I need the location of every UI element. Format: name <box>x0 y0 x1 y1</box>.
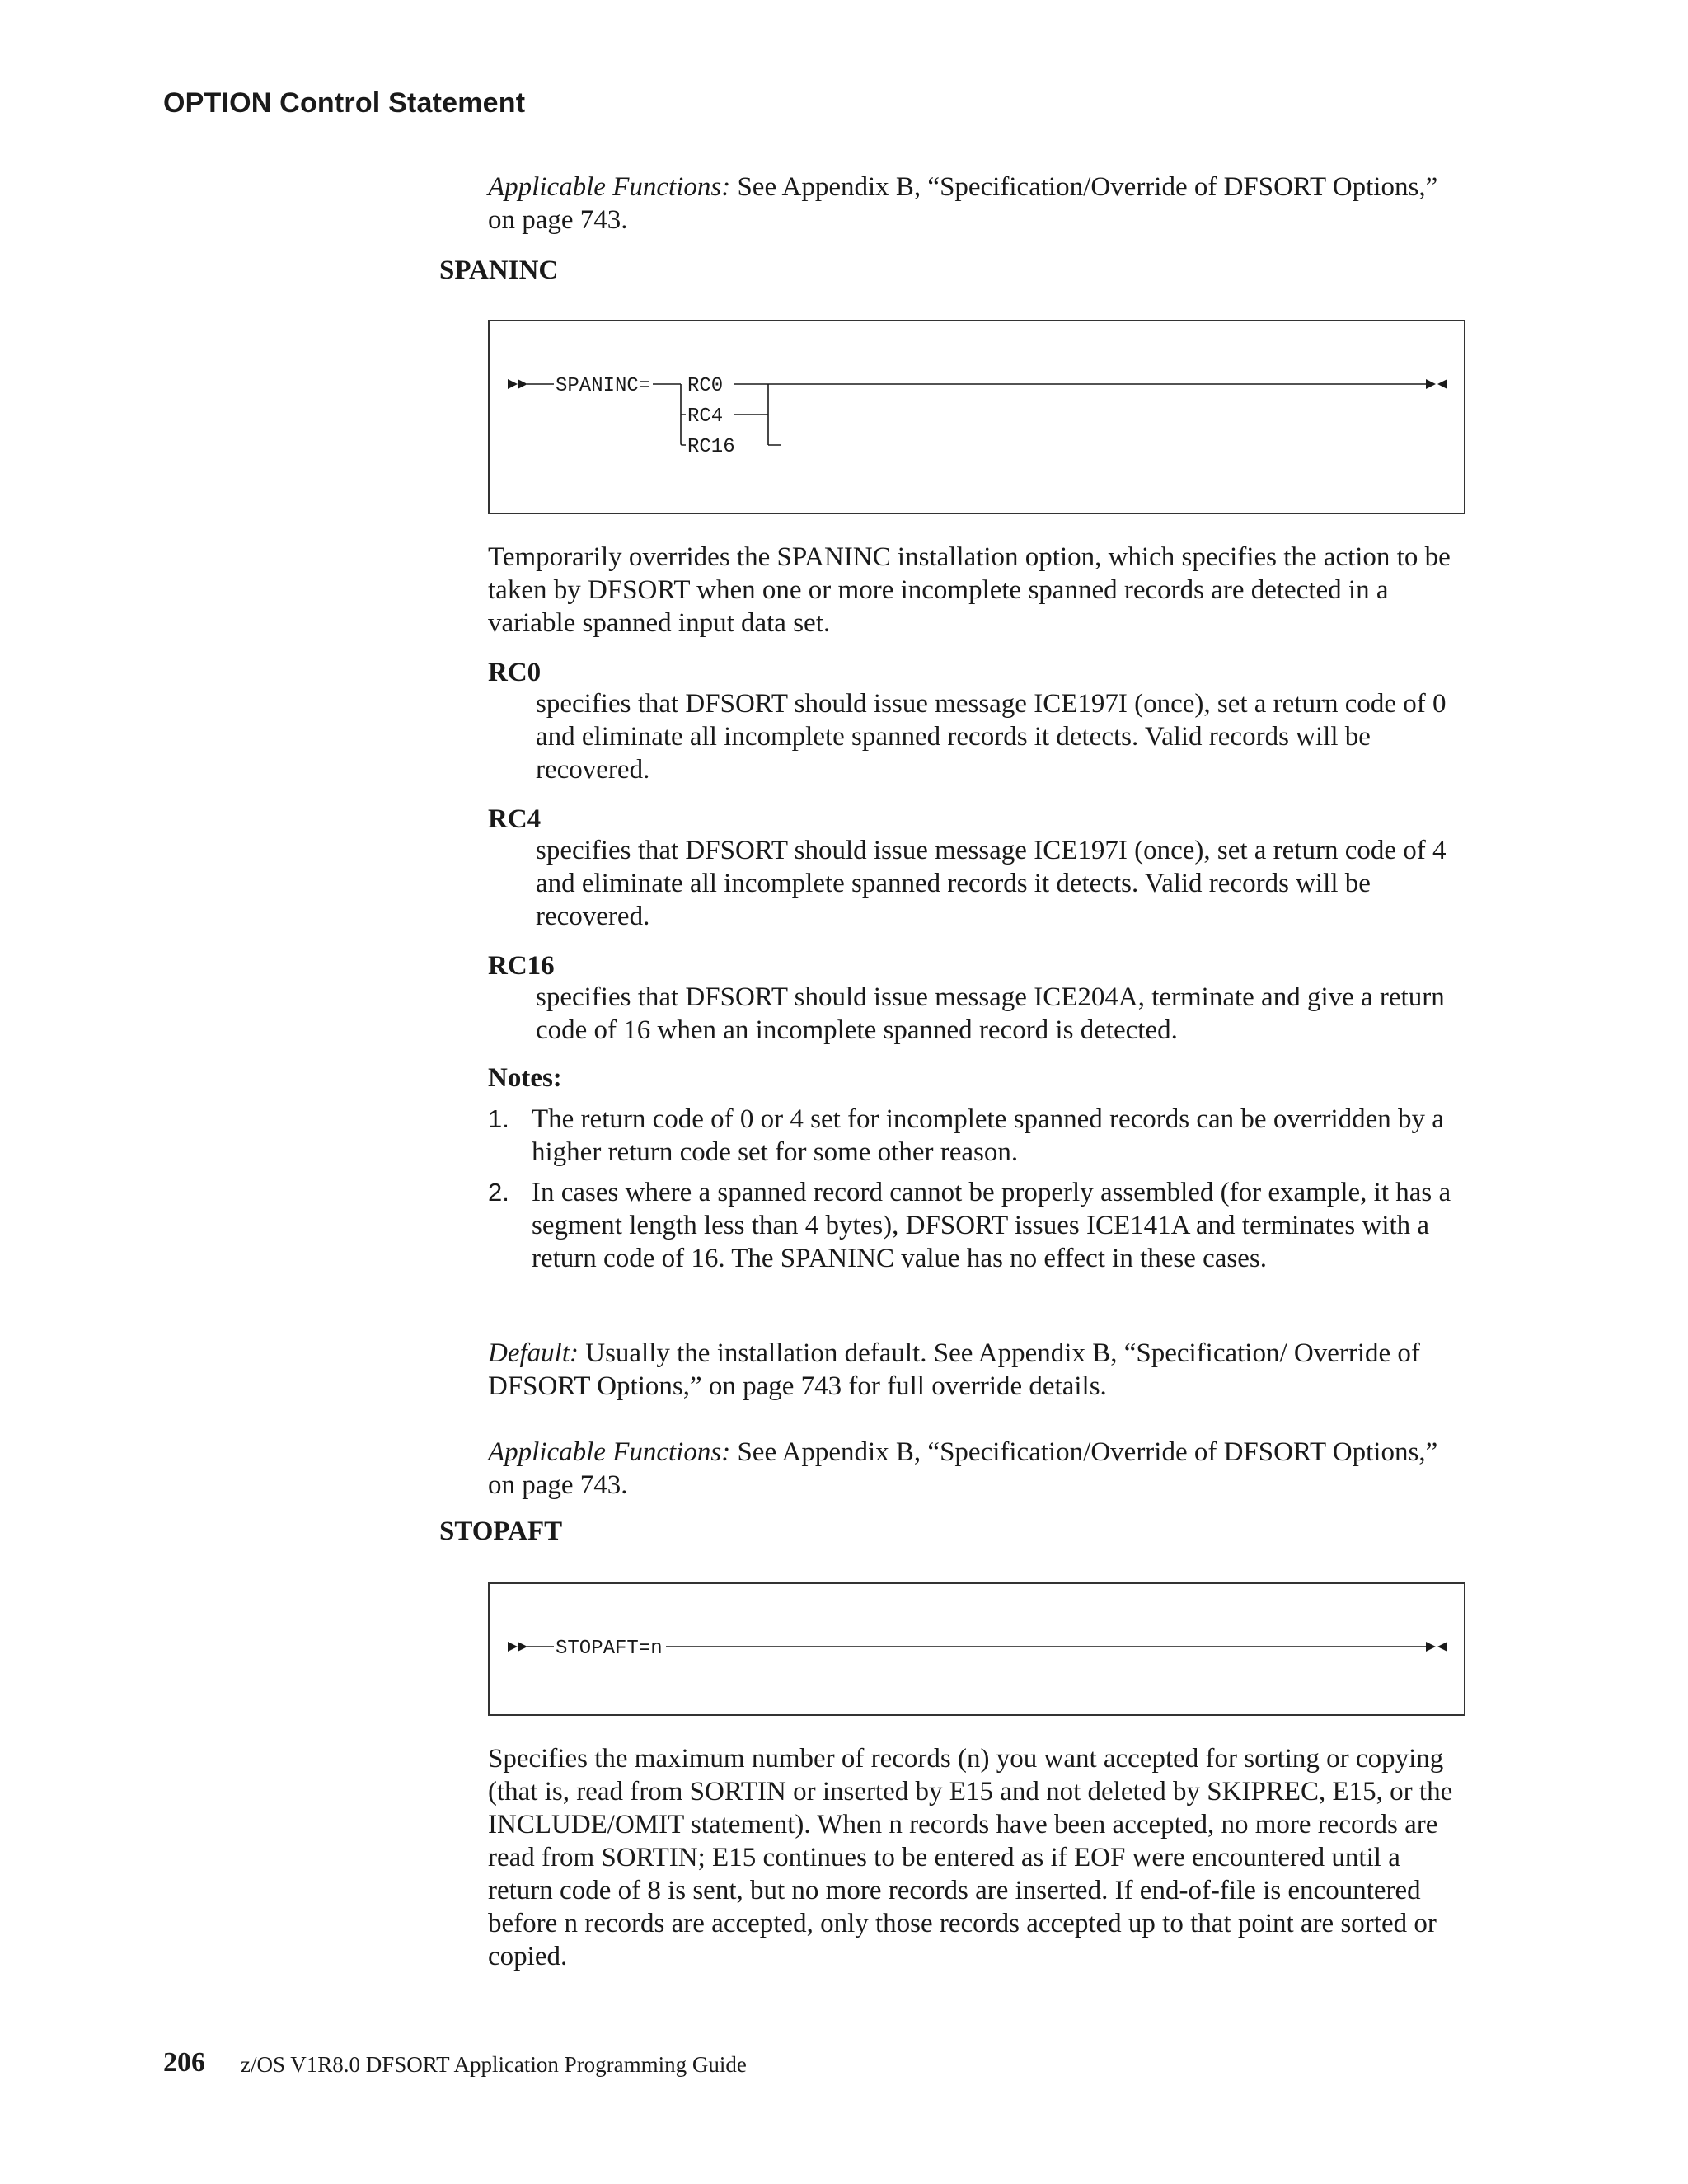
choice-rail-right <box>734 384 781 445</box>
spaninc-keyword: SPANINC= <box>556 375 651 397</box>
start-arrow-icon <box>508 1642 518 1652</box>
term-rc0-definition: specifies that DFSORT should issue message ICE197I (once), set a return code of 0 and eliminate all incomplete spanned records it detects. Valid records will be recovered. <box>536 689 1447 785</box>
note-number: 2. <box>488 1178 509 1207</box>
applicable-label: Applicable Functions: <box>488 1437 731 1467</box>
stopaft-keyword: STOPAFT=n <box>556 1638 663 1660</box>
stopaft-diagram-svg <box>490 1584 1464 1714</box>
start-arrow-icon <box>518 1642 528 1652</box>
spaninc-diagram-svg <box>490 321 1464 513</box>
spaninc-description: Temporarily overrides the SPANINC installation option, which specifies the action to be taken by DFSORT when one or more incomplete spanned records are detected in a variable spanned input data set. <box>488 542 1451 638</box>
term-rc16: RC16 <box>488 951 555 981</box>
running-head: OPTION Control Statement <box>163 87 526 119</box>
spaninc-heading: SPANINC <box>439 255 559 285</box>
spaninc-syntax-diagram <box>488 320 1465 514</box>
intro-applicable-functions <box>488 171 1469 237</box>
book-title: z/OS V1R8.0 DFSORT Application Programming Guide <box>241 2052 747 2077</box>
applicable-text: See Appendix B, “Specification/Override of DFSORT Options,” on page 743. <box>488 1437 1438 1500</box>
spaninc-applicable-functions <box>488 1436 1469 1502</box>
note-number: 1. <box>488 1104 509 1133</box>
notes-label: Notes: <box>488 1063 562 1093</box>
default-label: Default: <box>488 1338 579 1368</box>
option-rc16: RC16 <box>687 436 735 458</box>
end-arrow-icon <box>1426 379 1436 389</box>
choice-rail-left <box>676 384 686 445</box>
note-text: The return code of 0 or 4 set for incomplete spanned records can be overridden by a higher return code set for some other reason. <box>532 1104 1444 1167</box>
stopaft-description: Specifies the maximum number of records (n) you want accepted for sorting or copying (that is, read from SORTIN or inserted by E15 and not deleted by SKIPREC, E15, or the INCLUDE/OMIT statement). When n records have been accepted, no more records are read from SORTIN; E15 continues to be entered as if EOF were encountered until a return code of 8 is sent, but no more records are inserted. If end-of-file is encountered before n records are accepted, only those records accepted up to that point are sorted or copied. <box>488 1744 1453 1971</box>
intro-label: Applicable Functions: <box>488 172 731 202</box>
end-arrow-icon <box>1437 379 1447 389</box>
end-arrow-icon <box>1437 1642 1447 1652</box>
spaninc-default <box>488 1337 1469 1403</box>
stopaft-syntax-diagram <box>488 1582 1465 1716</box>
term-rc4-definition: specifies that DFSORT should issue message ICE197I (once), set a return code of 4 and eliminate all incomplete spanned records it detects. Valid records will be recovered. <box>536 836 1447 931</box>
start-arrow-icon <box>518 379 528 389</box>
stopaft-heading: STOPAFT <box>439 1516 563 1546</box>
intro-text: See Appendix B, “Specification/Override of DFSORT Options,” on page 743. <box>488 172 1438 235</box>
note-text: In cases where a spanned record cannot be properly assembled (for example, it has a segment length less than 4 bytes), DFSORT issues ICE141A and terminates with a return code of 16. The SPANINC value has no effect in these cases. <box>532 1178 1451 1273</box>
default-text: Usually the installation default. See Appendix B, “Specification/ Override of DFSORT Options,” on page 743 for full override details. <box>488 1338 1420 1401</box>
option-rc0: RC0 <box>687 375 724 397</box>
start-arrow-icon <box>508 379 518 389</box>
term-rc16-definition: specifies that DFSORT should issue message ICE204A, terminate and give a return code of 16 when an incomplete spanned record is detected. <box>536 982 1445 1045</box>
option-rc4: RC4 <box>687 405 724 428</box>
end-arrow-icon <box>1426 1642 1436 1652</box>
term-rc4: RC4 <box>488 804 542 834</box>
term-rc0: RC0 <box>488 658 542 687</box>
page-number: 206 <box>163 2047 205 2078</box>
